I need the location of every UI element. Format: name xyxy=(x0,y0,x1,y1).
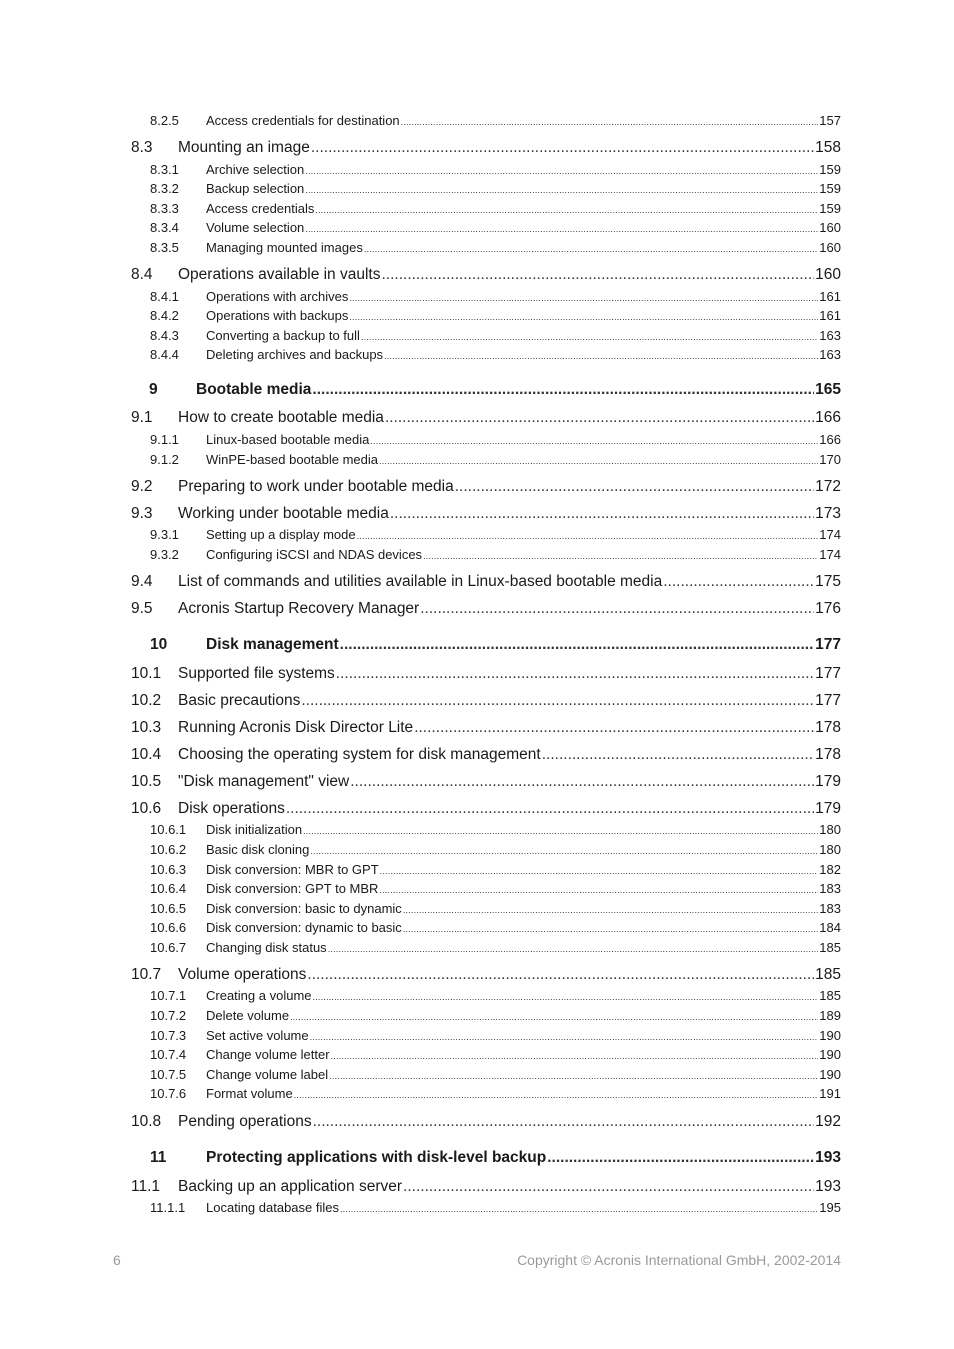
toc-entry-number: 10.2 xyxy=(131,691,162,709)
toc-entry-page: 193 xyxy=(815,1177,841,1195)
toc-entry-page: 180 xyxy=(819,841,841,857)
toc-entry-page: 170 xyxy=(819,451,841,467)
toc-entry-page: 176 xyxy=(815,599,841,617)
toc-entry[interactable] xyxy=(131,135,841,162)
toc-entry-page: 157 xyxy=(819,113,841,128)
toc-entry[interactable] xyxy=(131,289,841,309)
toc-entry[interactable] xyxy=(131,308,841,328)
toc-entry[interactable] xyxy=(131,220,841,240)
toc-entry-page: 163 xyxy=(819,347,841,363)
toc-entry-number: 10.6 xyxy=(131,799,162,817)
toc-entry-number: 8.4 xyxy=(131,266,153,284)
toc-entry-title: Deleting archives and backups xyxy=(206,347,384,363)
toc-entry-number: 10.7.6 xyxy=(150,1086,187,1102)
toc-entry-number: 10.6.4 xyxy=(150,881,187,897)
toc-entry-page: 184 xyxy=(819,920,841,936)
toc-entry-page: 185 xyxy=(819,939,841,955)
toc-entry-title: Disk management xyxy=(206,636,339,654)
toc-dot-leader xyxy=(311,139,814,157)
toc-entry-number: 10.8 xyxy=(131,1112,162,1130)
toc-entry-number: 8.3 xyxy=(131,139,153,157)
toc-dot-leader xyxy=(414,719,814,737)
toc-dot-leader xyxy=(303,826,818,836)
toc-dot-leader xyxy=(312,381,814,399)
toc-entry-number: 8.3.4 xyxy=(150,220,179,236)
toc-entry-title: Configuring iSCSI and NDAS devices xyxy=(206,546,423,562)
toc-entry-title: Access credentials xyxy=(206,200,315,216)
toc-entry[interactable] xyxy=(131,768,841,795)
toc-dot-leader xyxy=(403,905,818,915)
toc-entry[interactable] xyxy=(131,527,841,547)
toc-entry[interactable] xyxy=(131,473,841,500)
toc-dot-leader xyxy=(357,531,819,541)
toc-entry-number: 10.6.6 xyxy=(150,920,187,936)
toc-entry-page: 195 xyxy=(819,1200,841,1216)
toc-dot-leader xyxy=(331,1051,819,1061)
toc-entry-title: Creating a volume xyxy=(206,988,312,1004)
toc-entry-title: Converting a backup to full xyxy=(206,327,360,343)
toc-entry-page: 190 xyxy=(819,1047,841,1063)
toc-entry-title: Disk initialization xyxy=(206,822,303,838)
toc-entry-title: Disk conversion: dynamic to basic xyxy=(206,920,402,936)
toc-entry-page: 179 xyxy=(815,772,841,790)
toc-entry-title: WinPE-based bootable media xyxy=(206,451,378,467)
toc-entry-page: 160 xyxy=(815,266,841,284)
toc-entry-title: List of commands and utilities available in Linux-based bootable media xyxy=(178,572,663,590)
toc-entry[interactable] xyxy=(131,201,841,221)
toc-dot-leader xyxy=(328,944,819,954)
toc-dot-leader xyxy=(305,185,818,195)
toc-entry-number: 8.3.5 xyxy=(150,239,179,255)
toc-dot-leader xyxy=(305,224,818,234)
toc-dot-leader xyxy=(364,244,818,254)
toc-entry-number: 10.7.2 xyxy=(150,1008,187,1024)
toc-entry[interactable] xyxy=(131,568,841,595)
toc-entry-page: 158 xyxy=(815,139,841,157)
toc-entry-title: Pending operations xyxy=(178,1112,312,1130)
toc-entry[interactable] xyxy=(131,113,841,133)
toc-entry-number: 10.7.3 xyxy=(150,1027,187,1043)
toc-entry-number: 10.6.7 xyxy=(150,939,187,955)
toc-entry-page: 160 xyxy=(819,220,841,236)
toc-dot-leader xyxy=(379,885,818,895)
toc-entry-page: 185 xyxy=(819,988,841,1004)
toc-entry-number: 11 xyxy=(150,1149,167,1167)
toc-entry-page: 173 xyxy=(815,504,841,522)
toc-entry-page: 189 xyxy=(819,1008,841,1024)
toc-entry-title: Change volume label xyxy=(206,1066,329,1082)
toc-entry-number: 10.6.3 xyxy=(150,861,187,877)
toc-dot-leader xyxy=(547,1149,814,1167)
toc-entry[interactable] xyxy=(131,940,841,960)
toc-entry-number: 10.7.1 xyxy=(150,988,187,1004)
toc-entry-page: 163 xyxy=(819,327,841,343)
toc-entry-title: Locating database files xyxy=(206,1200,339,1216)
toc-entry[interactable] xyxy=(131,240,841,260)
toc-dot-leader xyxy=(340,1204,818,1214)
toc-entry-number: 8.4.1 xyxy=(150,288,179,304)
toc-entry-number: 9.3.2 xyxy=(150,546,179,562)
toc-entry-page: 183 xyxy=(819,900,841,916)
toc-entry-number: 9 xyxy=(149,380,158,398)
toc-entry-title: Archive selection xyxy=(206,161,305,177)
toc-dot-leader xyxy=(336,665,814,683)
toc-entry[interactable] xyxy=(131,842,841,862)
toc-entry[interactable] xyxy=(131,741,841,768)
toc-entry-page: 193 xyxy=(815,1149,841,1167)
toc-dot-leader xyxy=(307,966,814,984)
toc-entry[interactable] xyxy=(131,500,841,527)
toc-entry-number: 10.3 xyxy=(131,718,162,736)
toc-dot-leader xyxy=(384,351,818,361)
toc-entry-page: 177 xyxy=(815,636,841,654)
toc-entry[interactable] xyxy=(131,862,841,882)
toc-entry-number: 9.3.1 xyxy=(150,527,179,543)
toc-entry-page: 159 xyxy=(819,161,841,177)
toc-entry[interactable] xyxy=(131,822,841,842)
toc-entry-number: 9.1.2 xyxy=(150,451,179,467)
toc-entry-title: Changing disk status xyxy=(206,939,327,955)
toc-entry-title: Basic precautions xyxy=(178,691,301,709)
toc-entry-title: Disk conversion: basic to dynamic xyxy=(206,900,402,916)
toc-entry-title: Managing mounted images xyxy=(206,239,363,255)
toc-entry-page: 166 xyxy=(819,431,841,447)
toc-entry-page: 165 xyxy=(815,380,841,398)
toc-entry[interactable] xyxy=(131,405,841,432)
toc-entry[interactable] xyxy=(131,162,841,182)
toc-dot-leader xyxy=(294,1090,819,1100)
toc-entry-number: 10.6.1 xyxy=(150,822,187,838)
toc-entry-page: 175 xyxy=(815,572,841,590)
toc-entry-page: 159 xyxy=(819,181,841,197)
toc-entry[interactable] xyxy=(131,1086,841,1106)
toc-entry-number: 9.5 xyxy=(131,599,153,617)
toc-entry-page: 179 xyxy=(815,799,841,817)
toc-entry[interactable] xyxy=(131,1028,841,1048)
toc-dot-leader xyxy=(286,800,814,818)
toc-entry[interactable] xyxy=(131,181,841,201)
toc-entry-number: 8.2.5 xyxy=(150,113,179,128)
toc-entry-page: 183 xyxy=(819,881,841,897)
toc-entry[interactable] xyxy=(131,920,841,940)
toc-entry-title: Basic disk cloning xyxy=(206,841,310,857)
toc-entry-number: 8.3.3 xyxy=(150,200,179,216)
toc-entry[interactable] xyxy=(131,687,841,714)
toc-entry-title: Access credentials for destination xyxy=(206,113,400,128)
toc-dot-leader xyxy=(542,746,814,764)
toc-entry-number: 11.1.1 xyxy=(150,1200,186,1216)
toc-dot-leader xyxy=(361,332,818,342)
toc-entry[interactable] xyxy=(131,714,841,741)
toc-entry[interactable] xyxy=(131,547,841,567)
toc-entry[interactable] xyxy=(131,881,841,901)
toc-dot-leader xyxy=(349,293,818,303)
toc-entry-number: 10.7 xyxy=(131,965,162,983)
toc-entry[interactable] xyxy=(131,1067,841,1087)
toc-entry[interactable] xyxy=(131,595,841,622)
toc-entry-title: Setting up a display mode xyxy=(206,527,356,543)
toc-entry-page: 178 xyxy=(815,745,841,763)
toc-entry-number: 11.1 xyxy=(131,1177,161,1195)
toc-entry-number: 9.1.1 xyxy=(150,431,179,447)
toc-dot-leader xyxy=(301,692,814,710)
toc-entry-title: Preparing to work under bootable media xyxy=(178,477,454,495)
toc-dot-leader xyxy=(401,117,819,127)
toc-dot-leader xyxy=(329,1071,818,1081)
toc-entry-page: 160 xyxy=(819,239,841,255)
toc-dot-leader xyxy=(380,866,819,876)
toc-entry-number: 8.4.3 xyxy=(150,327,179,343)
toc-entry-title: Working under bootable media xyxy=(178,504,389,522)
toc-dot-leader xyxy=(385,409,814,427)
toc-entry-title: Disk conversion: GPT to MBR xyxy=(206,881,379,897)
toc-entry-title: Volume operations xyxy=(178,965,307,983)
toc-entry[interactable] xyxy=(131,1200,841,1220)
toc-entry-title: "Disk management" view xyxy=(178,772,350,790)
toc-entry-page: 174 xyxy=(819,527,841,543)
toc-entry-title: Delete volume xyxy=(206,1008,290,1024)
toc-entry-title: Backing up an application server xyxy=(178,1177,403,1195)
toc-entry-title: Backup selection xyxy=(206,181,305,197)
toc-entry-number: 8.3.1 xyxy=(150,161,179,177)
toc-dot-leader xyxy=(350,773,814,791)
toc-entry[interactable] xyxy=(131,452,841,472)
toc-entry[interactable] xyxy=(131,1047,841,1067)
toc-dot-leader xyxy=(455,478,814,496)
toc-dot-leader xyxy=(310,846,818,856)
toc-entry[interactable] xyxy=(131,630,841,660)
toc-entry-title: Operations available in vaults xyxy=(178,266,381,284)
toc-entry-title: How to create bootable media xyxy=(178,409,384,427)
toc-entry[interactable] xyxy=(131,432,841,452)
toc-entry-page: 161 xyxy=(819,308,841,324)
toc-entry-title: Format volume xyxy=(206,1086,293,1102)
toc-dot-leader xyxy=(305,166,818,176)
toc-entry[interactable] xyxy=(131,1008,841,1028)
toc-dot-leader xyxy=(423,551,818,561)
toc-entry-title: Running Acronis Disk Director Lite xyxy=(178,718,414,736)
toc-entry-page: 177 xyxy=(815,691,841,709)
toc-entry-number: 9.1 xyxy=(131,409,153,427)
toc-entry-number: 10.6.2 xyxy=(150,841,187,857)
toc-entry-title: Operations with archives xyxy=(206,288,349,304)
toc-dot-leader xyxy=(370,436,818,446)
toc-entry-number: 10.4 xyxy=(131,745,162,763)
toc-entry-title: Choosing the operating system for disk management xyxy=(178,745,541,763)
toc-dot-leader xyxy=(381,266,814,284)
toc-entry-title: Set active volume xyxy=(206,1027,309,1043)
toc-entry-number: 9.2 xyxy=(131,477,153,495)
toc-entry-number: 10.6.5 xyxy=(150,900,187,916)
toc-entry[interactable] xyxy=(131,901,841,921)
toc-entry-page: 190 xyxy=(819,1027,841,1043)
toc-entry-page: 182 xyxy=(819,861,841,877)
toc-entry[interactable] xyxy=(131,1143,841,1173)
toc-entry-number: 10.5 xyxy=(131,772,162,790)
toc-dot-leader xyxy=(310,1032,819,1042)
toc-entry-title: Operations with backups xyxy=(206,308,349,324)
toc-entry-number: 8.3.2 xyxy=(150,181,179,197)
toc-entry-number: 10.1 xyxy=(131,664,162,682)
toc-entry-number: 8.4.4 xyxy=(150,347,179,363)
toc-entry-page: 166 xyxy=(815,409,841,427)
toc-entry-page: 172 xyxy=(815,477,841,495)
footer-copyright: Copyright © Acronis International GmbH, 2002-2014 xyxy=(517,1252,841,1268)
toc-dot-leader xyxy=(313,992,819,1002)
toc-dot-leader xyxy=(403,1178,814,1196)
toc-entry-title: Supported file systems xyxy=(178,664,335,682)
toc-dot-leader xyxy=(403,924,818,934)
toc-entry-number: 10.7.5 xyxy=(150,1066,187,1082)
toc-entry-title: Linux-based bootable media xyxy=(206,431,370,447)
toc-dot-leader xyxy=(315,205,818,215)
toc-entry-page: 185 xyxy=(815,965,841,983)
toc-entry-number: 8.4.2 xyxy=(150,308,179,324)
toc-entry-page: 190 xyxy=(819,1066,841,1082)
toc-entry[interactable] xyxy=(131,375,841,405)
toc-entry-title: Mounting an image xyxy=(178,139,310,157)
toc-entry-number: 9.3 xyxy=(131,504,153,522)
toc-dot-leader xyxy=(390,505,814,523)
table-of-contents xyxy=(131,113,841,1220)
toc-entry-title: Bootable media xyxy=(196,380,312,398)
toc-entry-title: Disk conversion: MBR to GPT xyxy=(206,861,379,877)
toc-dot-leader xyxy=(313,1113,815,1131)
toc-entry[interactable] xyxy=(131,1173,841,1200)
toc-entry-page: 192 xyxy=(815,1112,841,1130)
toc-entry-page: 178 xyxy=(815,718,841,736)
toc-entry-number: 10.7.4 xyxy=(150,1047,187,1063)
toc-entry-page: 174 xyxy=(819,546,841,562)
toc-dot-leader xyxy=(340,636,814,654)
toc-entry-title: Acronis Startup Recovery Manager xyxy=(178,599,420,617)
toc-dot-leader xyxy=(420,600,814,618)
toc-entry[interactable] xyxy=(131,961,841,988)
toc-entry[interactable] xyxy=(131,328,841,348)
toc-entry-page: 177 xyxy=(815,664,841,682)
toc-entry[interactable] xyxy=(131,988,841,1008)
toc-entry-number: 10 xyxy=(150,636,168,654)
footer-page-number: 6 xyxy=(113,1252,121,1268)
toc-dot-leader xyxy=(663,573,814,591)
toc-entry[interactable] xyxy=(131,1108,841,1135)
toc-entry-title: Volume selection xyxy=(206,220,305,236)
toc-entry-page: 180 xyxy=(819,822,841,838)
toc-dot-leader xyxy=(379,456,818,466)
toc-dot-leader xyxy=(349,312,818,322)
toc-entry-number: 9.4 xyxy=(131,572,153,590)
toc-entry[interactable] xyxy=(131,262,841,289)
toc-entry-page: 159 xyxy=(819,200,841,216)
toc-entry-title: Disk operations xyxy=(178,799,285,817)
toc-entry-title: Protecting applications with disk-level backup xyxy=(206,1149,547,1167)
toc-entry[interactable] xyxy=(131,347,841,367)
toc-entry[interactable] xyxy=(131,660,841,687)
toc-entry-title: Change volume letter xyxy=(206,1047,330,1063)
toc-entry[interactable] xyxy=(131,795,841,822)
toc-entry-page: 191 xyxy=(819,1086,841,1102)
toc-dot-leader xyxy=(290,1012,818,1022)
toc-entry-page: 161 xyxy=(819,288,841,304)
